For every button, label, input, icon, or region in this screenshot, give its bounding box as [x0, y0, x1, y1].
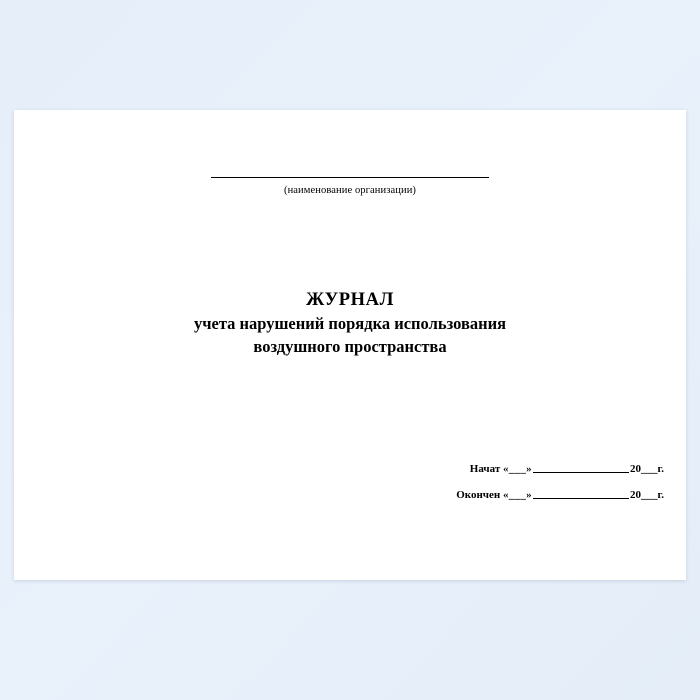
finish-date-year-suffix: 20___г. — [629, 489, 664, 501]
organization-name-caption: (наименование организации) — [283, 185, 417, 196]
start-date-day-placeholder: «___» — [502, 463, 532, 475]
document-page — [14, 110, 686, 580]
dates-block — [364, 462, 664, 514]
organization-name-blank-line — [211, 166, 489, 178]
start-date-month-blank — [533, 462, 629, 473]
finish-date-label: Окончен — [456, 489, 501, 501]
start-date-row — [364, 462, 664, 475]
document-title-block — [14, 288, 686, 357]
finish-date-month-blank — [533, 488, 629, 499]
page-subtitle-line-2: воздушного пространства — [253, 336, 447, 356]
start-date-year-suffix: 20___г. — [629, 463, 664, 475]
start-date-label: Начат — [469, 463, 501, 475]
finish-date-row — [364, 488, 664, 501]
organization-name-block — [14, 165, 686, 196]
page-title: ЖУРНАЛ — [305, 290, 395, 310]
page-subtitle-line-1: учета нарушений порядка использования — [193, 314, 507, 334]
finish-date-day-placeholder: «___» — [502, 489, 532, 501]
